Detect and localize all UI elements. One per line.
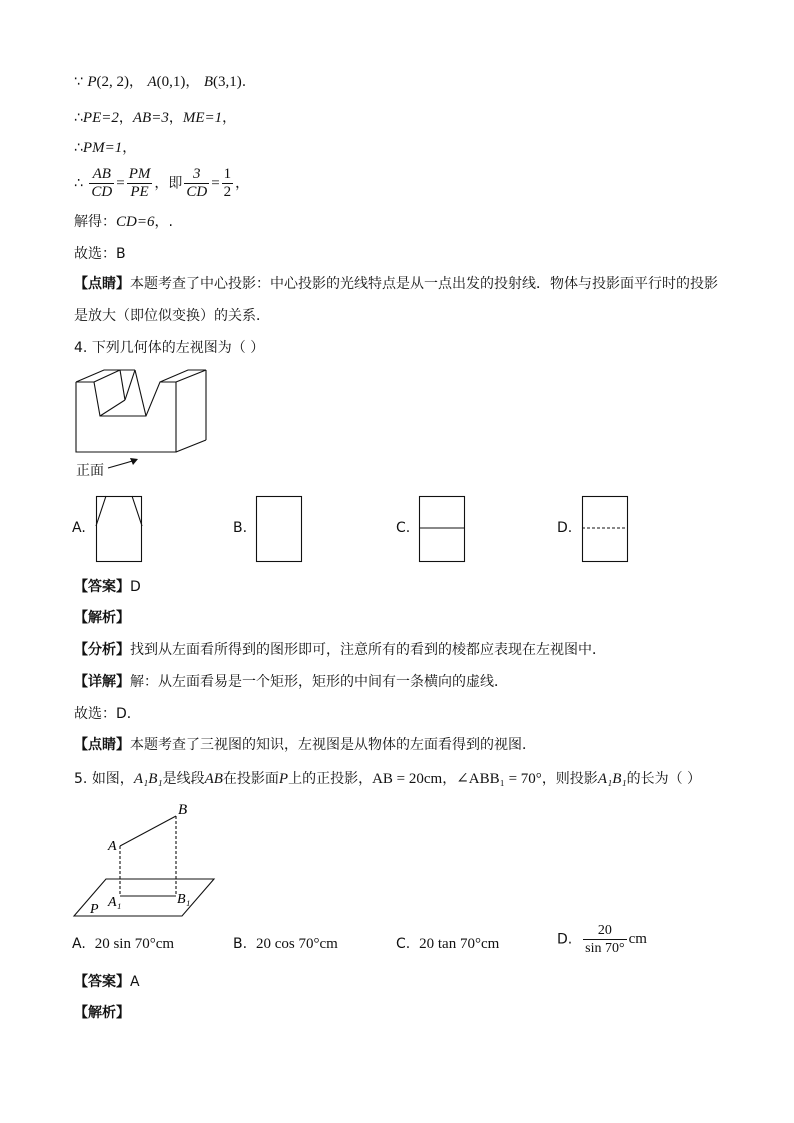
line-lengths: ∴PE=2，AB=3，ME=1，: [74, 110, 237, 126]
top-right-edge: [160, 370, 206, 382]
line-coordinates: ∵ P(2, 2)， A(0,1)， B(3,1).: [74, 74, 247, 90]
option-a-label[interactable]: A.: [72, 520, 86, 536]
question-4: [74, 338, 264, 358]
option-c-figure[interactable]: [419, 496, 465, 562]
answer-q5: 【答案】A: [74, 974, 140, 990]
option-d-label[interactable]: D.: [557, 520, 573, 536]
front-label: 正面: [76, 463, 104, 479]
front-arrow-icon: [108, 456, 144, 472]
pe-value: PE=2: [82, 110, 119, 126]
because-symbol: ∵: [74, 74, 83, 90]
option-b-figure[interactable]: [256, 496, 302, 562]
option-c-label[interactable]: C.: [396, 520, 411, 536]
dianjing-q4: 【点睛】本题考查了三视图的知识，左视图是从物体的左面看得到的视图．: [74, 737, 536, 753]
line-solve: 解得：CD=6，.: [74, 214, 173, 230]
point-b: B: [203, 74, 214, 90]
point-p: P: [87, 74, 97, 90]
q5-option-d[interactable]: D. $\frac{20}{\sin 70^\circ}$ cm: [557, 923, 647, 956]
analysis-header-q5: 【解析】: [74, 1005, 130, 1021]
label-a1: A₁: [108, 895, 122, 910]
comment-q3: 【点睛】本题考查了中心投影：中心投影的光线特点是从一点出发的投射线．物体与投影面平行时的投影: [74, 276, 718, 292]
fraction-1-2: $\frac{1}{2}$: [223, 166, 232, 200]
cd-value: CD=6: [116, 214, 155, 230]
option-b-label[interactable]: B.: [233, 520, 248, 536]
option-a-figure[interactable]: [96, 496, 142, 562]
fraction-3-cd: $\frac{3}{CD}$: [186, 166, 208, 200]
point-b-coords: (3,1): [213, 74, 242, 90]
line-ratio: ∴ $\frac{AB}{CD}$ = $\frac{PM}{PE}$ ，即 $\frac{3}{CD}$ = $\frac{1}{2}$ ，: [74, 166, 250, 200]
label-b1: B₁: [177, 892, 191, 907]
q5-option-a[interactable]: A. 20 sin 70°cm: [72, 936, 175, 952]
answer-q4: 【答案】D: [74, 579, 141, 595]
question-text: 下列几何体的左视图为（ ）: [91, 340, 265, 356]
fenxi-q4: 【分析】找到从左面看所得到的图形即可，注意所有的看到的棱都应表现在左视图中．: [74, 642, 606, 658]
guxuan-q4: 故选：D．: [74, 706, 141, 722]
fraction-ab-cd: $\frac{AB}{CD}$: [91, 166, 113, 200]
point-a: A: [147, 74, 157, 90]
q5-option-b[interactable]: B. 20 cos 70°cm: [233, 936, 338, 952]
label-b: B: [178, 802, 188, 818]
xiangjie-q4: 【详解】解：从左面看易是一个矩形，矩形的中间有一条横向的虚线．: [74, 674, 508, 690]
analysis-header-q4: 【解析】: [74, 610, 130, 626]
point-p-coords: (2, 2): [96, 74, 130, 90]
answer-choice-q3: 故选：B: [74, 246, 126, 262]
projection-figure: [70, 800, 220, 922]
q5-option-c[interactable]: C. 20 tan 70°cm: [396, 936, 500, 952]
fraction-pm-pe: $\frac{PM}{PE}$: [128, 166, 151, 200]
option-d-figure[interactable]: [582, 496, 628, 562]
question-5: 5. 如图，A₁B₁是线段AB在投影面P上的正投影，AB = 20cm，∠ABB₁ = 70°，则投影A₁B₁的长为（ ）: [74, 771, 702, 787]
pm-value: PM=1: [82, 140, 123, 156]
label-a: A: [108, 839, 117, 854]
question-number: 4.: [74, 340, 88, 356]
me-value: ME=1: [182, 110, 223, 126]
front-face: [76, 382, 176, 452]
label-p: P: [90, 902, 99, 917]
segment-ab: [120, 816, 176, 846]
comment-q3-cont: 是放大（即位似变换）的关系．: [74, 308, 270, 324]
line-pm: ∴PM=1，: [74, 140, 137, 156]
point-a-coords: (0,1): [156, 74, 186, 90]
top-left-edge: [76, 370, 135, 382]
ab-value: AB=3: [132, 110, 169, 126]
